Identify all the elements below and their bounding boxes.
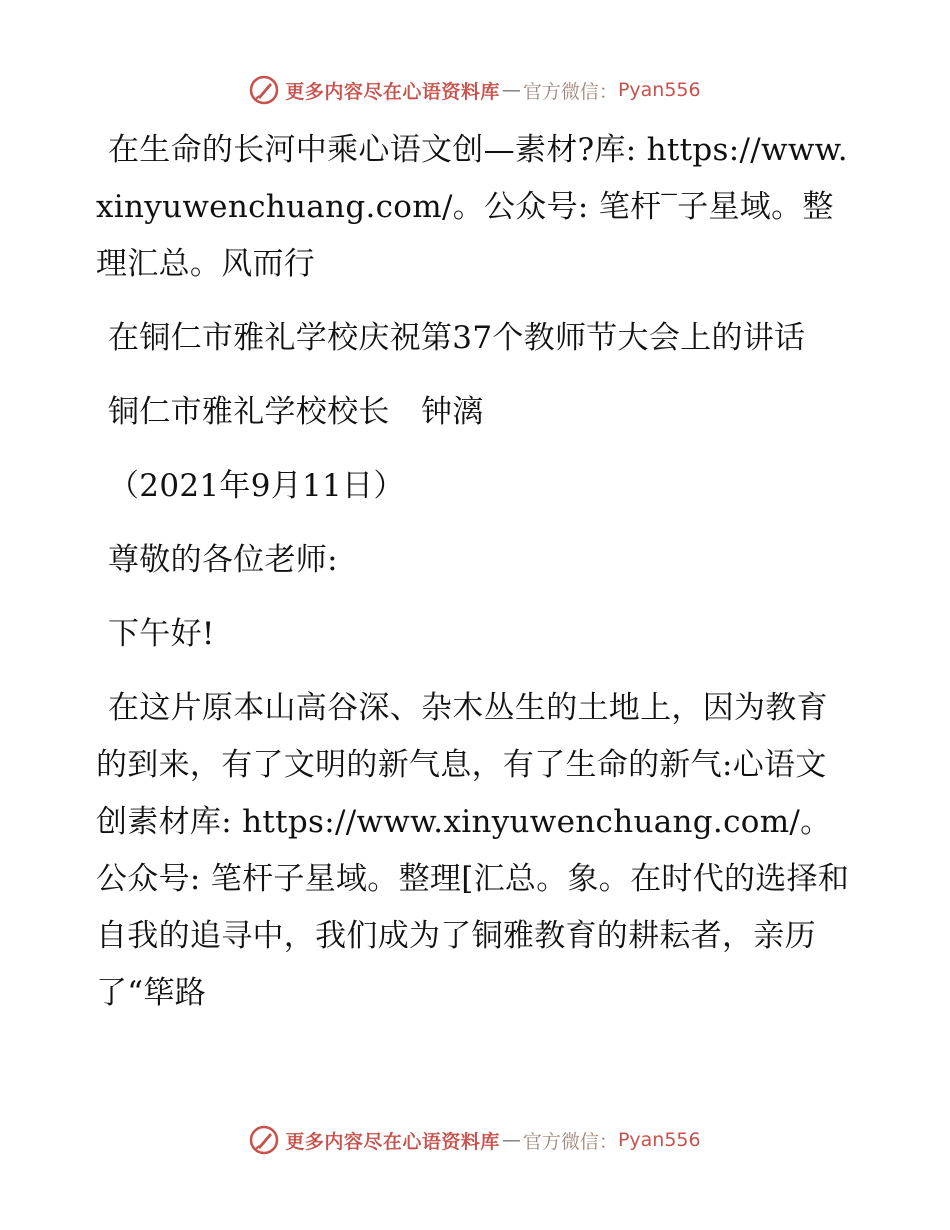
- watermark-header: [0, 70, 950, 110]
- document-body: [96, 122, 856, 1039]
- greeting: 下午好!: [108, 616, 215, 652]
- watermark-dash: —: [501, 1129, 521, 1151]
- watermark-wechat-label: 官方微信：: [522, 1130, 618, 1153]
- paragraph-intro: 在生命的长河中乘心语文创—素材?库: https://www.xinyuwenchuang.com/。公众号: 笔杆‾子星域。整理汇总。风而行: [96, 132, 848, 282]
- salutation: 尊敬的各位老师:: [108, 542, 338, 578]
- speech-title: 在铜仁市雅礼学校庆祝第37个教师节大会上的讲话: [108, 320, 806, 356]
- watermark-left-text: 更多内容尽在心语资料库: [285, 80, 500, 103]
- watermark-dash: —: [501, 79, 521, 101]
- speech-date: （2021年9月11日）: [108, 468, 405, 504]
- watermark-wechat-id: Pyan556: [617, 79, 701, 101]
- watermark-footer: [0, 1120, 950, 1160]
- quill-logo-icon: [249, 75, 279, 105]
- watermark-left-text: 更多内容尽在心语资料库: [285, 1130, 500, 1153]
- watermark-wechat-id: Pyan556: [617, 1129, 701, 1151]
- watermark-wechat-label: 官方微信：: [522, 80, 618, 103]
- speaker-line: 铜仁市雅礼学校校长 钟漓: [108, 394, 484, 430]
- paragraph-body: 在这片原本山高谷深、杂木丛生的土地上，因为教育的到来，有了文明的新气息，有了生命的新气:心语文创素材库: https://www.xinyuwenchuang.com/。公众号: 笔杆子星域。整理[汇总。象。在时代的选择和自我的追寻中，我们成为了铜雅教育的耕耘者，亲历了“筚路: [96, 690, 850, 1011]
- quill-logo-icon: [249, 1125, 279, 1155]
